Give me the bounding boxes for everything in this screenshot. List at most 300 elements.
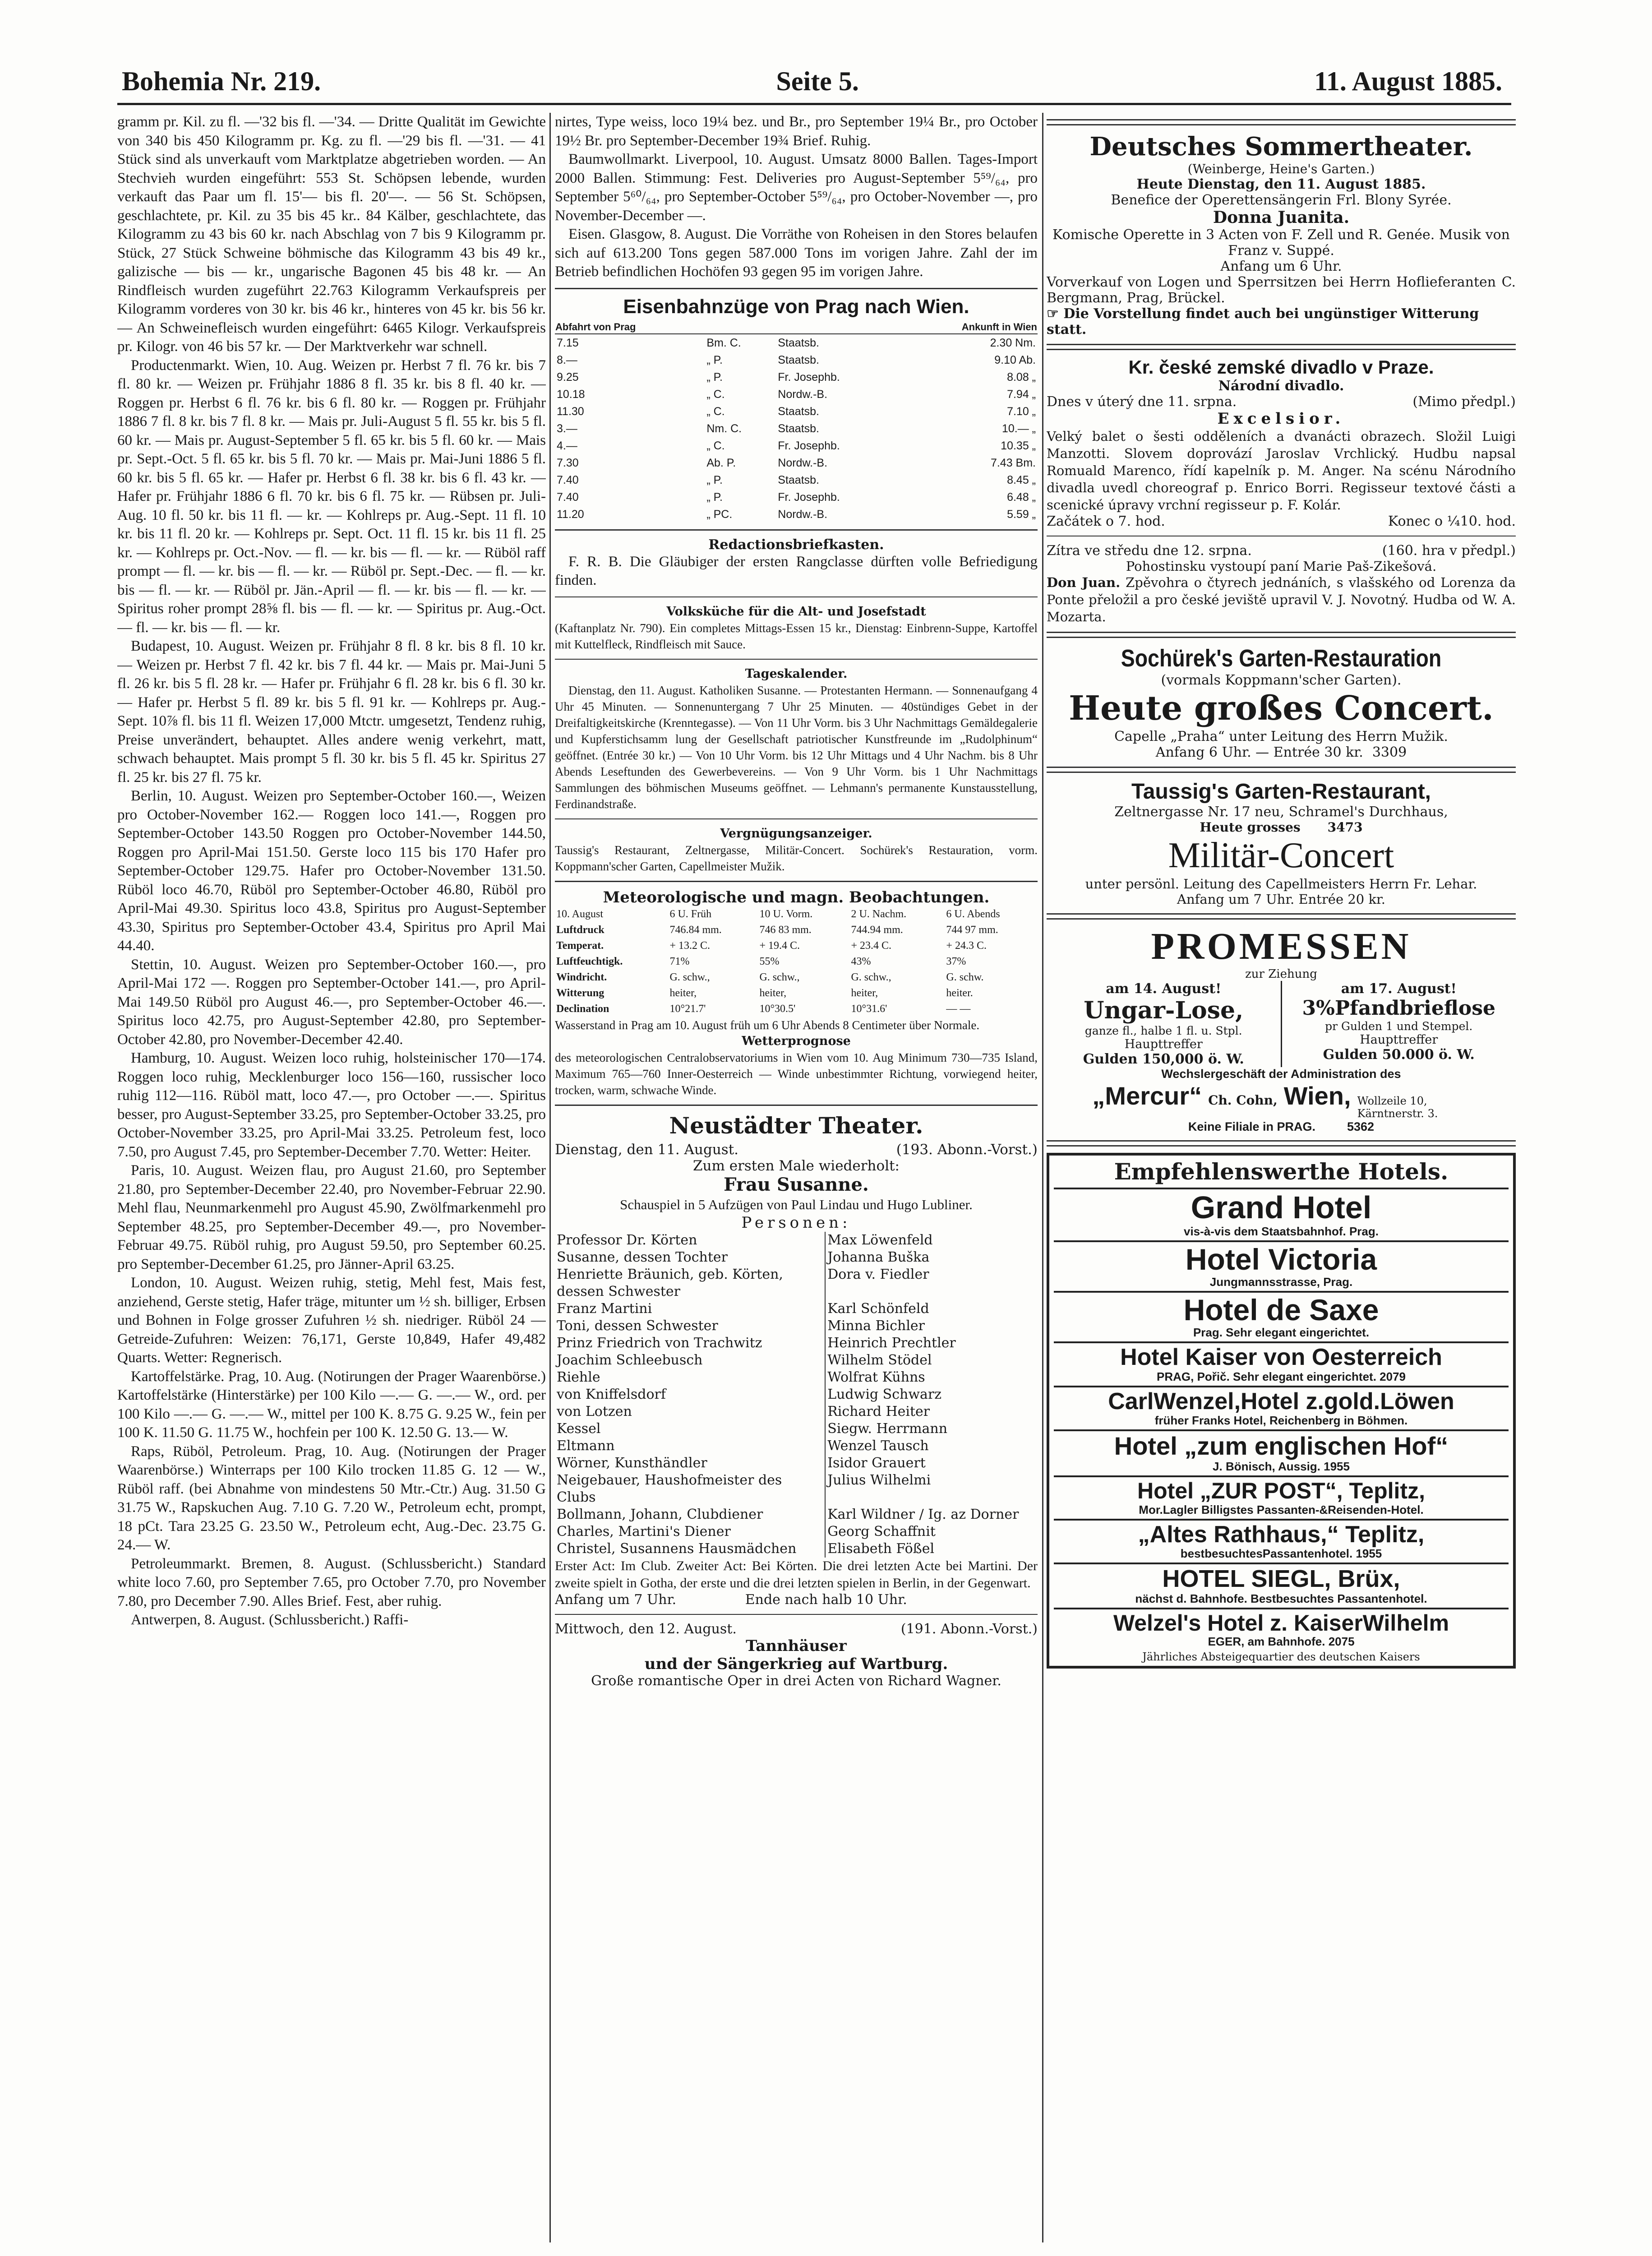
rail-cell: 5.59 „	[1007, 508, 1036, 521]
rail-header: Ankunft in Wien	[897, 321, 1038, 334]
met-value: 746 83 mm.	[759, 924, 812, 936]
czech-start: Začátek o 7. hod.	[1047, 513, 1165, 529]
cast-actor: Max Löwenfeld	[827, 1232, 933, 1248]
hotels-title: Empfehlenswerthe Hotels.	[1054, 1158, 1509, 1189]
rail-cell: 8.45 „	[1007, 473, 1036, 486]
taussig-heute: Heute grosses	[1200, 820, 1301, 835]
promessen-left-amt: Gulden 150,000 ö. W.	[1083, 1051, 1244, 1067]
hotel-listing	[1054, 1609, 1509, 1651]
hotel-name: CarlWenzel,Hotel z.gold.Löwen	[1108, 1388, 1454, 1415]
taussig-big: Militär-Concert	[1168, 836, 1394, 875]
rail-cell: 11.20	[557, 508, 584, 521]
met-value: + 13.2 C.	[669, 939, 711, 952]
sochurek-title: Sochürek's Garten-Restauration	[1121, 645, 1442, 672]
met-value: 71%	[669, 955, 690, 967]
volkskueche-title: Volksküche für die Alt- und Josefstadt	[666, 604, 926, 619]
market-paragraph: Baumwollmarkt. Liverpool, 10. August. Umsatz 8000 Ballen. Tages-Import 2000 Ballen. Stimmung: Fest. Deliveries pro August-September 5⁵⁹/₆₄, pro September 5⁶⁰/₆₄, pro September-October 5⁵⁹/₆₄, pro October-November —, pro November-December —.	[555, 151, 1038, 224]
hotel-listing	[1054, 1343, 1509, 1387]
hotel-listing	[1054, 1564, 1509, 1609]
cast-actor: Wenzel Tausch	[827, 1438, 929, 1454]
ad-rule	[1047, 632, 1516, 638]
cast-actor: Georg Schaffnit	[827, 1524, 936, 1539]
cast-row	[555, 1249, 1038, 1266]
czech-opera-block	[1047, 574, 1516, 625]
theater-date-line	[555, 1142, 1038, 1158]
cast-actor: Minna Bichler	[827, 1318, 925, 1334]
prognose-text: des meteorologischen Centralobservatoriums in Wien vom 10. Aug Minimum 730—735 Island, Maximum 765—760 Inner-Oesterreich — Winde unbestimmter Richtung, vorwiegend heiter, trocken, warm, schwache Winde.	[555, 1050, 1038, 1097]
met-label: Windricht.	[556, 971, 607, 983]
rail-cell: 7.15	[557, 336, 579, 349]
redaction-text: F. R. B. Die Gläubiger der ersten Rangclasse dürften volle Befriedigung finden.	[555, 553, 1038, 588]
cast-actor: Johanna Buška	[827, 1249, 930, 1265]
cast-actor: Karl Wildner / Ig. az Dorner	[827, 1507, 1019, 1522]
met-row	[555, 985, 1038, 1001]
taussig-addr: Zeltnergasse Nr. 17 neu, Schramel's Durchhaus,	[1114, 804, 1448, 820]
promessen-left-date: am 14. August!	[1106, 981, 1222, 997]
next-perf-date: Mittwoch, den 12. August.	[555, 1621, 737, 1637]
czech-times	[1047, 513, 1516, 529]
rail-row	[555, 351, 1038, 369]
rail-cell: „ P.	[706, 353, 723, 366]
cast-role: Prinz Friedrich von Trachwitz	[555, 1335, 825, 1352]
cast-role: Professor Dr. Körten	[555, 1232, 825, 1249]
rail-cell: 7.10 „	[1007, 405, 1036, 418]
met-row	[555, 970, 1038, 985]
rail-cell: „ C.	[706, 388, 725, 401]
hotel-detail: EGER, am Bahnhofe. 2075	[1208, 1635, 1355, 1649]
czech-desc: Velký balet o šesti odděleních a dvanácti obrazech. Složil Luigi Manzotti. Slovem doprovází Jaroslav Vrchlický. Hudbu napsal Romuald Marenco, řídí kapelník p. M. Anger. Na scénu Národního divadla uvedl choreograf p. Enrico Borri. Regisseur textové části a scenické úpravy vrchní regisseur p. F. Kolár.	[1047, 429, 1516, 513]
met-head: 10 U. Vorm.	[759, 908, 813, 920]
rail-cell: 2.30 Nm.	[990, 336, 1036, 349]
rail-cell: 10.— „	[1001, 422, 1036, 435]
met-value: G. schw.,	[759, 971, 800, 983]
theater-desc: Schauspiel in 5 Aufzügen von Paul Lindau und Hugo Lubliner.	[620, 1196, 973, 1212]
met-value: 744 97 mm.	[946, 924, 998, 936]
tageskalender-title: Tageskalender.	[745, 666, 848, 681]
rail-cell: „ C.	[706, 405, 725, 418]
promessen-title: PROMESSEN	[1151, 925, 1412, 967]
czech-opera: Don Juan.	[1047, 575, 1121, 590]
rail-cell: 9.25	[557, 370, 579, 384]
cast-role: Christel, Susannens Hausmädchen	[555, 1540, 825, 1558]
met-value: 43%	[851, 955, 871, 967]
met-value: 37%	[946, 955, 966, 967]
cast-row	[555, 1335, 1038, 1352]
rail-row	[555, 489, 1038, 506]
market-paragraph: nirtes, Type weiss, loco 19¼ bez. und Br., pro September 19¼ Br., pro October 19½ Br. pro September-December 19¾ Brief. Ruhig.	[555, 114, 1038, 149]
section-rule	[555, 1105, 1038, 1106]
promessen-right-line: pr Gulden 1 und Stempel.	[1325, 1020, 1473, 1033]
rail-row	[555, 369, 1038, 386]
met-row	[555, 1001, 1038, 1017]
ad-rule	[1047, 344, 1516, 350]
hotel-detail: Jungmannsstrasse, Prag.	[1209, 1275, 1353, 1289]
cast-role: Eltmann	[555, 1438, 825, 1455]
hotel-detail: vis-à-vis dem Staatsbahnhof. Prag.	[1183, 1224, 1379, 1238]
rail-cell: Fr. Josephb.	[778, 439, 840, 452]
theater-times: Anfang um 7 Uhr. Ende nach halb 10 Uhr.	[555, 1592, 907, 1608]
header-rule	[117, 103, 1511, 105]
czech-guest: Pohostinsku vystoupí paní Marie Paš-Zikešová.	[1126, 559, 1437, 574]
hotel-listing	[1054, 1387, 1509, 1432]
deutsch-theater-begin: Anfang um 6 Uhr.	[1220, 259, 1342, 274]
rail-header: Abfahrt von Prag	[555, 321, 705, 334]
met-value: 55%	[759, 955, 780, 967]
hotel-list	[1054, 1189, 1509, 1650]
wasserstand-text: Wasserstand in Prag am 10. August früh um 6 Uhr Abends 8 Centimeter über Normale.	[555, 1018, 980, 1032]
hotel-name: Hotel Kaiser von Oesterreich	[1120, 1344, 1442, 1371]
cast-row	[555, 1369, 1038, 1386]
rail-cell: Fr. Josephb.	[778, 490, 840, 504]
met-label: Declination	[556, 1003, 609, 1015]
met-row	[555, 922, 1038, 938]
sochurek-num: 3309	[1372, 744, 1407, 760]
rail-cell: „ P.	[706, 473, 723, 486]
rail-cell: Staatsb.	[778, 405, 819, 418]
rail-title: Eisenbahnzüge von Prag nach Wien.	[623, 295, 969, 318]
sochurek-begin-line	[1047, 744, 1516, 760]
promessen-cohn: Ch. Cohn,	[1208, 1093, 1278, 1108]
market-paragraph: Antwerpen, 8. August. (Schlussbericht.) Raffi-	[131, 1612, 409, 1628]
hotel-listing	[1054, 1242, 1509, 1293]
rail-cell: 10.35 „	[1001, 439, 1036, 452]
section-rule	[555, 659, 1038, 660]
czech-next-line	[1047, 543, 1516, 559]
cast-row	[555, 1420, 1038, 1438]
czech-end: Konec o ¼10. hod.	[1388, 513, 1516, 529]
met-head: 10. August	[556, 908, 604, 920]
rail-cell: Staatsb.	[778, 353, 819, 366]
market-reports-column	[117, 113, 546, 2242]
met-value: 744.94 mm.	[851, 924, 903, 936]
cast-role: Riehle	[555, 1369, 825, 1386]
rail-cell: Nordw.-B.	[778, 388, 828, 401]
cast-row	[555, 1506, 1038, 1523]
market-paragraph: Paris, 10. August. Weizen flau, pro August 21.60, pro September 21.80, pro September-December 22.40, pro November-Februar 22.90. Mehl flau, Neunmarkenmehl pro August 45.90, Zwölfmarkenmehl pro September 48.25, pro September-December 49.—, pro November-Februar 49.75. Rüböl ruhig, pro August 59.50, pro September 60.25. pro September-December 61.25, pro Jänner-April 63.25.	[117, 1162, 546, 1272]
theater-personen: Personen:	[741, 1214, 851, 1232]
czech-date-note: (Mimo předpl.)	[1412, 394, 1516, 410]
met-value: heiter,	[851, 987, 878, 999]
ad-rule	[1047, 767, 1516, 773]
cast-table	[555, 1232, 1038, 1558]
section-rule	[555, 881, 1038, 882]
deutsch-theater-date: Heute Dienstag, den 11. August 1885.	[1136, 176, 1426, 192]
hotel-name: Welzel's Hotel z. KaiserWilhelm	[1113, 1610, 1449, 1636]
promessen-grid	[1047, 981, 1516, 1067]
met-value: G. schw.	[946, 971, 984, 983]
header-center: Seite 5.	[776, 66, 859, 96]
header-left: Bohemia Nr. 219.	[122, 66, 321, 96]
hotel-detail: früher Franks Hotel, Reichenberg in Böhmen.	[1154, 1414, 1408, 1428]
theater-title: Neustädter Theater.	[669, 1112, 923, 1139]
cast-actor: Dora v. Fiedler	[827, 1267, 929, 1282]
market-paragraph: Eisen. Glasgow, 8. August. Die Vorräthe von Roheisen in den Stores belaufen sich auf 613.200 Tons gegen 587.000 Tons im vorigen Jahre. Zahl der im Betrieb befindlichen Hochöfen 93 gegen 95 im vorigen Jahre.	[555, 226, 1038, 280]
cast-role: Joachim Schleebusch	[555, 1352, 825, 1369]
rail-cell: 7.40	[557, 490, 579, 504]
hotel-detail: J. Bönisch, Aussig. 1955	[1213, 1460, 1350, 1474]
cast-actor: Richard Heiter	[827, 1404, 930, 1419]
market-paragraph: London, 10. August. Weizen ruhig, stetig, Mehl fest, Mais fest, anziehend, Gerste stetig, Hafer träge, mitunter um ½ sh. billiger, Erbsen und Bohnen in Folge grosser Zufuhren ½ sh. niedriger. Rüböl 24 — Getreide-Zufuhren: Weizen: 76,171, Gerste 10,849, Hafer 49,482 Quarts. Wetter: Regnerisch.	[117, 1275, 546, 1366]
theater-date: Dienstag, den 11. August.	[555, 1141, 739, 1158]
section-rule	[555, 288, 1038, 289]
rail-cell: 6.48 „	[1007, 490, 1036, 504]
column-rule-1	[549, 113, 551, 2242]
market-paragraph: gramm pr. Kil. zu fl. —'32 bis fl. —'34. — Dritte Qualität im Gewichte von 340 bis 450 Kilogramm pr. Kg. zu fl. —'29 bis fl. —'31. — 41 Stück sind als unverkauft vom Marktplatze abgetrieben worden. — An Stechvieh wurden eingeführt: 553 St. Schöpsen lebende, wurden verkauft das Paar um fl. 15'— bis fl. 20'—. — 56 St. Schöpsen, geschlachtete, pr. Kil. zu 35 bis 45 kr.. 84 Kälber, geschlachtete, das Kilogramm zu 43 bis 60 kr. nach Abschlag von 7 bis 9 Kilogramm pr. Stück, 27 Stück Schweine böhmische das Kilogramm 43 bis 49 kr., galizische — bis — kr., ungarische Bagonen 45 bis 48 kr. — An Rindfleisch wurden zugeführt 22.763 Kilogramm Verkaufspreis per Kilogramm vorderes von 30 kr. bis 46 kr., hinteres von 45 kr. bis 56 kr. — An Schweinefleisch wurden eingeführt: 6465 Kilogr. Verkaufspreis pr. Kilogr. von 46 bis 57 kr. — Der Marktverkehr war schnell.	[117, 114, 546, 355]
met-value: 10°31.6'	[851, 1003, 887, 1015]
page-header	[122, 59, 1502, 104]
cast-role: Toni, dessen Schwester	[555, 1318, 825, 1335]
rail-cell: Nordw.-B.	[778, 456, 828, 469]
met-value: 10°30.5'	[759, 1003, 796, 1015]
promessen-right-hp: Haupttreffer	[1360, 1033, 1438, 1047]
rail-cell: „ P.	[706, 490, 723, 504]
met-label: Temperat.	[556, 939, 604, 952]
czech-date-line	[1047, 394, 1516, 410]
rail-row	[555, 403, 1038, 420]
rail-cell: 3.—	[557, 422, 577, 435]
met-label: Luftdruck	[556, 924, 605, 936]
hotel-name: Hotel Victoria	[1185, 1242, 1377, 1276]
czech-next: Zítra ve středu dne 12. srpna.	[1047, 543, 1252, 559]
hotel-listing	[1054, 1521, 1509, 1565]
rail-cell: 7.94 „	[1007, 388, 1036, 401]
deutsch-theater-sub: (Weinberge, Heine's Garten.)	[1187, 162, 1375, 176]
taussig-num: 3473	[1327, 820, 1363, 835]
deutsch-theater-desc: Komische Operette in 3 Acten von F. Zell und R. Genée. Musik von Franz v. Suppé.	[1052, 227, 1510, 259]
middle-column	[555, 113, 1038, 2242]
deutsch-theater-play: Donna Juanita.	[1213, 208, 1350, 227]
cast-row	[555, 1318, 1038, 1335]
cast-row	[555, 1403, 1038, 1420]
rail-cell: Staatsb.	[778, 473, 819, 486]
met-value: heiter,	[759, 987, 787, 999]
rail-cell: Staatsb.	[778, 422, 819, 435]
met-value: G. schw.,	[851, 971, 891, 983]
rail-cell: 8.08 „	[1007, 370, 1036, 384]
tageskalender-text: Dienstag, den 11. August. Katholiken Susanne. — Protestanten Hermann. — Sonnenaufgang 4 Uhr 45 Minuten. — Sonnenuntergang 7 Uhr 25 Minuten. — 40stündiges Gebet in der Dreifaltigkeitskirche (Krenntegasse). — Von 11 Uhr Vorm. bis 3 Uhr Nachmittags Gemäldegalerie und Kupferstichsamm lung der Gesellschaft patriotischer Kunstfreunde im „Rudolphinum“ geöffnet. (Entrée 30 kr.) — Von 10 Uhr Vorm. bis 12 Uhr Mittags und 4 Uhr Nachm. bis 8 Uhr Abends Leseftunden des Gewerbevereins. — Von 9 Uhr Vorm. bis 1 Uhr Nachmittags Sammlungen des böhmischen Museums geöffnet. — Lehmann's permanente Kunstausstellung, Ferdinandstraße.	[555, 683, 1038, 811]
promessen-left-big: Ungar-Lose,	[1084, 997, 1244, 1024]
met-value: G. schw.,	[669, 971, 710, 983]
promessen-wechsel: Wechslergeschäft der Administration des	[1161, 1067, 1401, 1081]
met-value: + 23.4 C.	[851, 939, 892, 952]
advertisements-column	[1047, 113, 1516, 2242]
czech-play: Excelsior.	[1217, 410, 1345, 428]
cast-row	[555, 1472, 1038, 1506]
market-paragraph: Productenmarkt. Wien, 10. Aug. Weizen pr. Herbst 7 fl. 76 kr. bis 7 fl. 80 kr. — Weizen pr. Frühjahr 1886 8 fl. 35 kr. bis 8 fl. 40 kr. — Roggen pr. Herbst 6 fl. 76 kr. bis 6 fl. 80 kr. — Roggen pr. Frühjahr 1886 7 fl. 8 kr. bis 7 fl. 8 kr. — Mais pr. Juli-August 5 fl. 55 kr. bis 5 fl. 60 kr. — Mais pr. August-September 5 fl. 65 kr. bis 5 fl. 60 kr. — Mais pr. Sept.-Oct. 5 fl. 65 kr. bis 5 fl. 70 kr. — Mais pr. Mai-Juni 1886 5 fl. 60 kr. bis 5 fl. 65 kr. — Hafer pr. Herbst 6 fl. 38 kr. bis 6 fl. 43 kr. — Hafer pr. Frühjahr 1886 6 fl. 70 kr. bis 6 fl. 75 kr. — Rübsen pr. Juli-Aug. 10 fl. 50 kr. bis 11 fl. — kr. — Kohlreps pr. Aug.-Sept. 11 fl. 10 kr. bis 11 fl. 20 kr. — Kohlreps pr. Sept. Oct. 11 fl. 15 kr. bis 11 fl. 25 kr. — Kohlreps pr. Oct.-Nov. — fl. — kr. bis — fl. — kr. — Rüböl raff prompt — fl. — kr. bis — fl. — kr. — Rüböl pr. Sept.-Dec. — fl. — kr. bis — fl. — kr. — Rüböl pr. Jän.-April — fl. — kr. bis — fl. — kr. — Spiritus roher prompt 28⅝ fl. bis — fl. — kr. — Spiritus pr. Aug.-Oct. — fl. — kr. bis — fl. — kr.	[117, 357, 546, 636]
czech-theater-sub: Národní divadlo.	[1218, 378, 1344, 394]
rail-header	[705, 321, 776, 334]
taussig-begin: Anfang um 7 Uhr. Entrée 20 kr.	[1177, 892, 1385, 907]
rail-table	[555, 321, 1038, 523]
section-rule	[555, 529, 1038, 531]
rail-row	[555, 472, 1038, 489]
cast-actor: Julius Wilhelmi	[827, 1472, 931, 1488]
cast-actor: Ludwig Schwarz	[827, 1387, 942, 1402]
rail-cell: „ C.	[706, 439, 725, 452]
rail-cell: Bm. C.	[706, 336, 741, 349]
next-perf-desc: Große romantische Oper in drei Acten von Richard Wagner.	[591, 1673, 1001, 1689]
cast-role: Henriette Bräunich, geb. Körten, dessen Schwester	[555, 1266, 825, 1300]
deutsch-theater-note: ☞ Die Vorstellung findet auch bei ungünstiger Witterung statt.	[1047, 306, 1479, 337]
hotel-name: Grand Hotel	[1191, 1190, 1372, 1225]
cast-row	[555, 1352, 1038, 1369]
cast-role: von Kniffelsdorf	[555, 1386, 825, 1403]
cast-actor: Karl Schönfeld	[827, 1301, 929, 1317]
next-perf-title: Tannhäuser	[746, 1637, 847, 1655]
cast-actor: Elisabeth Fößel	[827, 1541, 935, 1557]
met-title: Meteorologische und magn. Beobachtungen.	[603, 888, 990, 906]
volkskueche-text: (Kaftanplatz Nr. 790). Ein completes Mittags-Essen 15 kr., Dienstag: Einbrenn-Suppe, Kartoffel mit Kuttelfleck, Rindfleisch mit Sauce.	[555, 621, 1038, 651]
promessen-addr: Wollzeile 10, Kärntnerstr. 3.	[1357, 1095, 1438, 1120]
promessen-right-date: am 17. August!	[1341, 981, 1457, 997]
promessen-mercur-line	[1047, 1081, 1516, 1120]
cast-actor: Siegw. Herrmann	[827, 1421, 948, 1437]
czech-theater-title: Kr. české zemské divadlo v Praze.	[1128, 356, 1434, 378]
cast-actor: Wolfrat Kühns	[827, 1369, 925, 1385]
hotels-footer: Jährliches Absteigequartier des deutschen Kaisers	[1142, 1650, 1420, 1664]
rail-cell: 4.—	[557, 439, 577, 452]
market-paragraph: Petroleummarkt. Bremen, 8. August. (Schlussbericht.) Standard white loco 7.60, pro September 7.65, pro October 7.70, pro November 7.80, pro December 7.90. Alles Brief. Fest, aber ruhig.	[117, 1555, 546, 1609]
taussig-title: Taussig's Garten-Restaurant,	[1131, 780, 1431, 804]
rail-cell: Nordw.-B.	[778, 508, 828, 521]
cast-row	[555, 1540, 1038, 1558]
section-rule	[555, 596, 1038, 597]
market-paragraph: Kartoffelstärke. Prag, 10. Aug. (Notirungen der Prager Waarenbörse.) Kartoffelstärke (Hinterstärke) per 100 Kilo —.— G. —.— W., ord. per 100 Kilo —.— G. —.— W., mittel per 100 K. 8.75 G. 9.25 W., fein per 100 K. 11.50 G. 11.75 W., hochfein per 100 K. 12.50 G. 13.— W.	[117, 1368, 546, 1441]
sochurek-big: Heute großes Concert.	[1069, 689, 1494, 728]
met-table	[555, 906, 1038, 1017]
deutsch-theater-title: Deutsches Sommertheater.	[1089, 132, 1473, 162]
rail-cell: Ab. P.	[706, 456, 736, 469]
met-head: 2 U. Nachm.	[851, 908, 907, 920]
hotel-detail: bestbesuchtesPassantenhotel. 1955	[1180, 1547, 1382, 1561]
ad-rule	[1047, 913, 1516, 920]
section-rule	[555, 818, 1038, 819]
hotel-name: Hotel de Saxe	[1183, 1293, 1379, 1327]
next-perf-line	[555, 1621, 1038, 1637]
cast-role: Franz Martini	[555, 1300, 825, 1318]
promessen-right-big: 3%Pfandbrieflose	[1302, 997, 1495, 1020]
met-value: heiter,	[669, 987, 697, 999]
cast-actor: Heinrich Prechtler	[827, 1335, 956, 1351]
cast-row	[555, 1455, 1038, 1472]
rail-cell: 7.43 Bm.	[990, 456, 1036, 469]
theater-play: Frau Susanne.	[724, 1174, 869, 1195]
met-label: Luftfeuchtigk.	[556, 955, 623, 967]
promessen-mercur: „Mercur“	[1092, 1082, 1202, 1110]
taussig-desc: unter persönl. Leitung des Capellmeisters Herrn Fr. Lehar.	[1085, 876, 1477, 892]
ad-rule	[1047, 1140, 1516, 1146]
ad-rule	[1047, 119, 1516, 125]
rail-cell: 8.—	[557, 353, 577, 366]
cast-role: von Lotzen	[555, 1403, 825, 1420]
rail-cell: Staatsb.	[778, 336, 819, 349]
czech-opera-desc: Zpěvohra o čtyrech jednáních, s vlašského od Lorenza da Ponte přeložil a pro české jeviště upravil V. J. Novotný. Hudba od W. A. Mozarta.	[1047, 575, 1516, 624]
promessen-wien: Wien,	[1283, 1082, 1351, 1110]
section-rule	[555, 1614, 1038, 1615]
cast-row	[555, 1300, 1038, 1318]
hotel-listing	[1054, 1293, 1509, 1343]
hotel-listing	[1054, 1189, 1509, 1242]
hotel-name: HOTEL SIEGL, Brüx,	[1162, 1565, 1400, 1593]
sochurek-begin: Anfang 6 Uhr. — Entrée 30 kr.	[1155, 744, 1363, 760]
rail-cell: 7.40	[557, 473, 579, 486]
cast-row	[555, 1523, 1038, 1540]
theater-abonn: (193. Abonn.-Vorst.)	[896, 1141, 1038, 1158]
theater-scene: Erster Act: Im Club. Zweiter Act: Bei Körten. Die drei letzten Acte bei Martini. Der zweite spielt in Gotha, der erste und die drei letzten spielen in Berlin, in der Gegenwart.	[555, 1558, 1038, 1590]
rail-cell: 11.30	[557, 405, 584, 418]
rail-row	[555, 437, 1038, 454]
cast-role: Neigebauer, Haushofmeister des Clubs	[555, 1472, 825, 1506]
rail-row	[555, 454, 1038, 472]
promessen-zur: zur Ziehung	[1245, 967, 1317, 981]
cast-role: Kessel	[555, 1420, 825, 1438]
deutsch-theater-benefiz: Benefice der Operettensängerin Frl. Blony Syrée.	[1111, 192, 1452, 208]
rail-row	[555, 386, 1038, 403]
cast-role: Wörner, Kunsthändler	[555, 1455, 825, 1472]
cast-actor: Isidor Grauert	[827, 1455, 926, 1471]
promessen-right-amt: Gulden 50.000 ö. W.	[1323, 1047, 1475, 1063]
met-label: Witterung	[556, 987, 605, 999]
deutsch-theater-vorverkauf: Vorverkauf von Logen und Sperrsitzen bei Herrn Hoflieferanten C. Bergmann, Prag, Brückel.	[1047, 274, 1516, 306]
hotel-listing	[1054, 1477, 1509, 1521]
rail-cell: Fr. Josephb.	[778, 370, 840, 384]
met-value: + 24.3 C.	[946, 939, 987, 952]
hotels-box	[1047, 1153, 1516, 1669]
met-value: 746.84 mm.	[669, 924, 722, 936]
header-right: 11. August 1885.	[1314, 66, 1502, 96]
cast-row	[555, 1438, 1038, 1455]
next-perf-subtitle: und der Sängerkrieg auf Wartburg.	[644, 1655, 948, 1673]
rail-cell: „ PC.	[706, 508, 733, 521]
rail-cell: Nm. C.	[706, 422, 742, 435]
promessen-filiale-line	[1047, 1120, 1516, 1134]
met-row	[555, 954, 1038, 970]
promessen-filiale: Keine Filiale in PRAG.	[1188, 1120, 1315, 1133]
market-paragraph: Hamburg, 10. August. Weizen loco ruhig, holsteinischer 170—174. Roggen loco ruhig, Mecklenburger loco 156—160, russischer loco ruhig 112—116. Rüböl matt, loco 47.—, pro October —.—. Spiritus besser, pro August-September 33.25, pro September-October 33.25, pro October-November 33.25, pro April-Mai 33.25. Petroleum fest, loco 7.50, pro August 7.45, pro September-December 7.70. Wetter: Heiter.	[117, 1050, 546, 1160]
column-rule-2	[1042, 113, 1043, 2242]
rail-row	[555, 334, 1038, 351]
hotel-name: „Altes Rathhaus,“ Teplitz,	[1138, 1521, 1425, 1548]
met-value: 10°21.7'	[669, 1003, 706, 1015]
czech-next-note: (160. hra v předpl.)	[1382, 543, 1516, 559]
met-head: 6 U. Früh	[669, 908, 712, 920]
rail-cell: 10.18	[557, 388, 585, 401]
cast-role: Susanne, dessen Tochter	[555, 1249, 825, 1266]
cast-row	[555, 1266, 1038, 1300]
hotel-detail: nächst d. Bahnhofe. Bestbesuchtes Passantenhotel.	[1135, 1591, 1427, 1605]
met-value: + 19.4 C.	[759, 939, 800, 952]
hotel-detail: Prag. Sehr elegant eingerichtet.	[1193, 1326, 1370, 1340]
hotel-name: Hotel „ZUR POST“, Teplitz,	[1137, 1478, 1425, 1504]
market-paragraph: Budapest, 10. August. Weizen pr. Frühjahr 8 fl. 8 kr. bis 8 fl. 10 kr. — Weizen pr. Herbst 7 fl. 42 kr. bis 7 fl. 44 kr. — Mais pr. Mai-Juni 5 fl. 26 kr. bis 5 fl. 28 kr. — Hafer pr. Frühjahr 6 fl. 28 kr. bis 6 fl. 30 kr. — Hafer pr. Herbst 5 fl. 89 kr. bis 5 fl. 91 kr. — Kohlreps pr. Aug.-Sept. 10⅞ fl. bis 11 fl. Weizen 17,000 Mtctr. umgesetzt, Tendenz ruhig, Preise unverändert, behauptet. Alles andere wenig verkehrt, matt, schwach behauptet. Mais prompt 5 fl. 30 kr. bis 5 fl. 45 kr. Spiritus 27 fl. 25 kr. bis 27 fl. 75 kr.	[117, 638, 546, 786]
sochurek-sub: (vormals Koppmann'scher Garten).	[1161, 672, 1402, 688]
rail-cell: 9.10 Ab.	[994, 353, 1036, 366]
promessen-left-hp: Haupttreffer	[1124, 1037, 1203, 1051]
promessen-right	[1282, 981, 1516, 1067]
hotel-detail: PRAG, Pořič. Sehr elegant eingerichtet. 2079	[1157, 1369, 1406, 1383]
rail-header	[776, 321, 897, 334]
market-paragraph: Stettin, 10. August. Weizen pro September-October 160.—, pro April-Mai 172 —. Roggen pro September-October 141.—, pro April-Mai 149.50 Rüböl pro August 46.—, pro September-October 46.—. Spiritus loco 42.75, pro August-September 42.80, pro September-October 42.80, pro November-December 42.40.	[117, 956, 546, 1048]
met-head: 6 U. Abends	[946, 908, 1000, 920]
rail-row	[555, 506, 1038, 523]
hotel-listing	[1054, 1431, 1509, 1477]
cast-role: Bollmann, Johann, Clubdiener	[555, 1506, 825, 1523]
redaction-title: Redactionsbriefkasten.	[708, 536, 884, 553]
czech-date: Dnes v úterý dne 11. srpna.	[1047, 394, 1237, 410]
cast-row	[555, 1386, 1038, 1403]
prognose-title: Wetterprognose	[742, 1034, 851, 1048]
hotel-name: Hotel „zum englischen Hof“	[1114, 1432, 1449, 1461]
